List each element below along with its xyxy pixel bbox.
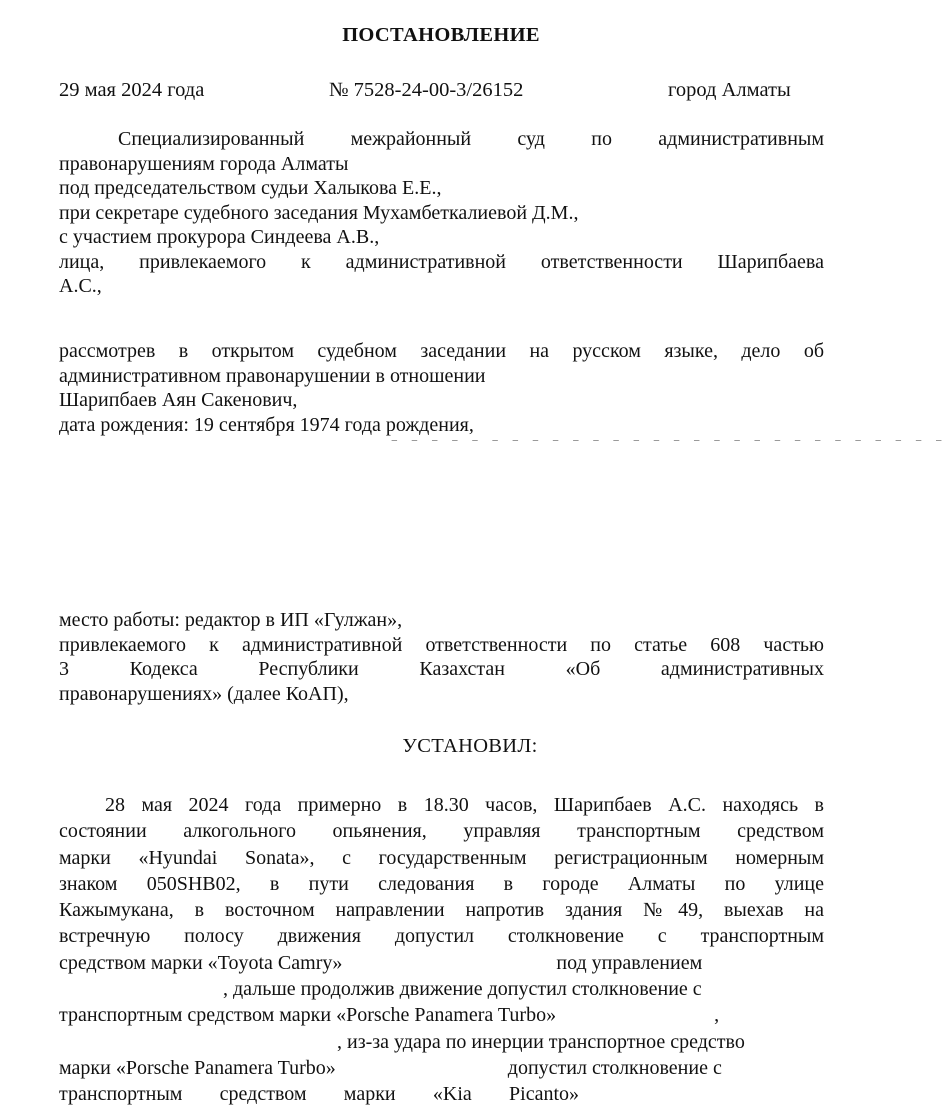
- intro-block: [59, 127, 824, 299]
- facts-line-7: [59, 950, 824, 976]
- court-line-2: правонарушениям города Алматы: [59, 152, 349, 175]
- facts-line-1: 28 мая 2024 года примерно в 18.30 часов, Шарипбаев А.С. находясь в: [105, 794, 824, 816]
- facts-line-11: [59, 1055, 824, 1081]
- facts-line-7b: под управлением: [556, 951, 703, 974]
- considered-block: [59, 339, 824, 437]
- secretary-line: при секретаре судебного заседания Мухамбеткалиевой Д.М.,: [59, 201, 579, 224]
- facts-line-12: транспортным средством марки «Kia Picanto»: [59, 1083, 579, 1106]
- person-line-1: лица, привлекаемого к административной ответственности Шарипбаева: [59, 250, 824, 273]
- prosecutor-line: с участием прокурора Синдеева А.В.,: [59, 226, 380, 248]
- case-number: № 7528-24-00-3/26152: [329, 79, 524, 101]
- facts-line-7a: средством марки «Toyota Camry»: [59, 951, 343, 974]
- decision-date: 29 мая 2024 года: [59, 79, 205, 101]
- facts-line-11b: допустил столкновение с: [507, 1056, 722, 1079]
- court-line-1: Специализированный межрайонный суд по административным: [118, 128, 824, 150]
- work-block: [59, 608, 824, 706]
- article-line-2: 3 Кодекса Республики Казахстан «Об административных: [59, 658, 824, 680]
- redacted-area: ‾ ‾ ‾ ‾ ‾ ‾ ‾ ‾ ‾ ‾ ‾ ‾ ‾ ‾ ‾ ‾ ‾ ‾ ‾ ‾ ‾ ‾ ‾ ‾ ‾ ‾ ‾ ‾: [392, 440, 947, 455]
- facts-line-8: , дальше продолжив движение допустил столкновение с: [223, 978, 702, 1001]
- work-place-line: место работы: редактор в ИП «Гулжан»,: [59, 609, 403, 631]
- article-line-1: привлекаемого к административной ответственности по статье 608 частью: [59, 633, 824, 656]
- considered-line-1: рассмотрев в открытом судебном заседании на русском языке, дело об: [59, 340, 824, 362]
- facts-line-6: встречную полосу движения допустил столкновение с транспортным: [59, 925, 824, 948]
- facts-block: [59, 792, 824, 1108]
- facts-line-5: Кажымукана, в восточном направлении напротив здания №49, выехав на: [59, 899, 824, 922]
- birth-date-line: дата рождения: 19 сентября 1974 года рождения,: [59, 413, 474, 436]
- document-title: ПОСТАНОВЛЕНИЕ: [342, 24, 540, 46]
- facts-line-2: состоянии алкогольного опьянения, управляя транспортным средством: [59, 820, 824, 843]
- facts-line-9a: транспортным средством марки «Porsche Panamera Turbo»: [59, 1004, 557, 1027]
- article-line-3: правонарушениях» (далее КоАП),: [59, 682, 349, 705]
- judge-line: под председательством судьи Халыкова Е.Е.,: [59, 177, 442, 199]
- facts-line-11a: марки «Porsche Panamera Turbo»: [59, 1056, 336, 1079]
- considered-line-2: административном правонарушении в отношении: [59, 364, 486, 387]
- facts-line-4: знаком 050SHB02, в пути следования в городе Алматы по улице: [59, 872, 824, 895]
- established-heading: УСТАНОВИЛ:: [402, 735, 538, 757]
- city: город Алматы: [668, 79, 791, 101]
- facts-line-9b: ,: [714, 1004, 720, 1027]
- facts-line-9: [59, 1002, 824, 1028]
- person-name: Шарипбаев Аян Сакенович,: [59, 389, 298, 411]
- facts-line-3: марки «Hyundai Sonata», с государственным регистрационным номерным: [59, 846, 824, 869]
- facts-line-10: , из-за удара по инерции транспортное средство: [337, 1030, 745, 1053]
- person-line-2: А.С.,: [59, 275, 102, 297]
